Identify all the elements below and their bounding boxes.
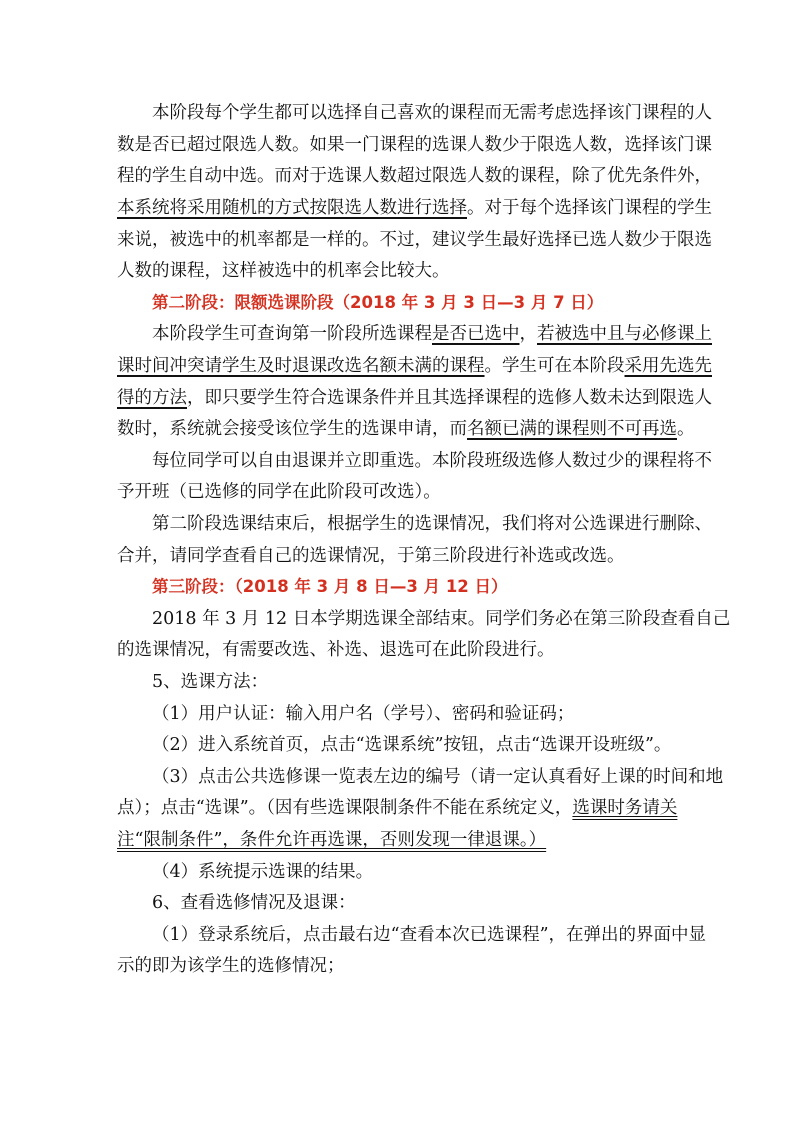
list-item-continued: 点）；点击“选课”。（因有些选课限制条件不能在系统定义，选课时务请关 xyxy=(117,798,678,818)
list-item: （4）系统提示选课的结果。 xyxy=(152,862,374,882)
paragraph-line: 程的学生自动中选。而对于选课人数超过限选人数的课程，除了优先条件外， xyxy=(117,166,712,186)
paragraph-line: 第二阶段选课结束后，根据学生的选课情况，我们将对公选课进行删除、 xyxy=(152,514,712,534)
paragraph-line: 得的方法，即只要学生符合选课条件并且其选择课程的选修人数未达到限选人 xyxy=(117,388,712,408)
list-item: （3）点击公共选修课一览表左边的编号（请一定认真看好上课的时间和地 xyxy=(152,767,724,787)
underlined-text: 是否已选中 xyxy=(432,324,520,344)
paragraph-line: 本阶段学生可查询第一阶段所选课程是否已选中，若被选中且与必修课上 xyxy=(152,324,712,344)
list-item: （1）用户认证：输入用户名（学号）、密码和验证码； xyxy=(152,704,575,724)
list-item-continued: 示的即为该学生的选修情况； xyxy=(117,956,345,976)
section-title: 6、查看选修情况及退课： xyxy=(152,893,356,913)
paragraph-line: 数时，系统就会接受该位学生的选课申请，而名额已满的课程则不可再选。 xyxy=(117,419,695,439)
paragraph-line: 人数的课程，这样被选中的机率会比较大。 xyxy=(117,261,450,281)
section-title: 5、选课方法： xyxy=(152,672,269,692)
paragraph-line: 课时间冲突请学生及时退课改选名额未满的课程。学生可在本阶段采用先选先 xyxy=(117,356,712,376)
paragraph-line: 予开班（已选修的同学在此阶段可改选）。 xyxy=(117,482,441,502)
paragraph-line: 的选课情况，有需要改选、补选、退选可在此阶段进行。 xyxy=(117,640,555,660)
underlined-text: 注“限制条件”，条件允许再选课，否则发现一律退课。） xyxy=(117,830,547,850)
paragraph-line: 每位同学可以自由退课并立即重选。本阶段班级选修人数过少的课程将不 xyxy=(152,451,712,471)
paragraph-line: 数是否已超过限选人数。如果一门课程的选课人数少于限选人数，选择该门课 xyxy=(117,135,712,155)
underlined-text: 本系统将采用随机的方式按限选人数进行选择 xyxy=(117,198,467,218)
underlined-text: 采用先选先 xyxy=(624,356,712,376)
underlined-text: 得的方法 xyxy=(117,388,187,408)
paragraph-line: 来说，被选中的机率都是一样的。不过，建议学生最好选择已选人数少于限选 xyxy=(117,230,712,250)
underlined-text: 选课时务请关 xyxy=(572,798,678,818)
list-item: （1）登录系统后，点击最右边“查看本次已选课程”，在弹出的界面中显 xyxy=(152,925,707,945)
paragraph-line: 本系统将采用随机的方式按限选人数进行选择。对于每个选择该门课程的学生 xyxy=(117,198,712,218)
paragraph-line: 2018 年 3 月 12 日本学期选课全部结束。同学们务必在第三阶段查看自己 xyxy=(152,609,731,629)
underlined-text: 课时间冲突请学生及时退课改选名额未满的课程 xyxy=(117,356,485,376)
underlined-text: 名额已满的课程则不可再选 xyxy=(467,419,677,439)
stage3-heading: 第三阶段：（2018 年 3 月 8 日—3 月 12 日） xyxy=(152,577,508,596)
list-item-continued xyxy=(117,828,546,852)
stage2-heading: 第二阶段：限额选课阶段（2018 年 3 月 3 日—3 月 7 日） xyxy=(152,293,604,312)
underlined-text: 若被选中且与必修课上 xyxy=(537,324,712,344)
paragraph-line: 本阶段每个学生都可以选择自己喜欢的课程而无需考虑选择该门课程的人 xyxy=(152,103,712,123)
paragraph-line: 合并，请同学查看自己的选课情况，于第三阶段进行补选或改选。 xyxy=(117,546,625,566)
list-item: （2）进入系统首页，点击“选课系统”按钮，点击“选课开设班级”。 xyxy=(152,735,672,755)
